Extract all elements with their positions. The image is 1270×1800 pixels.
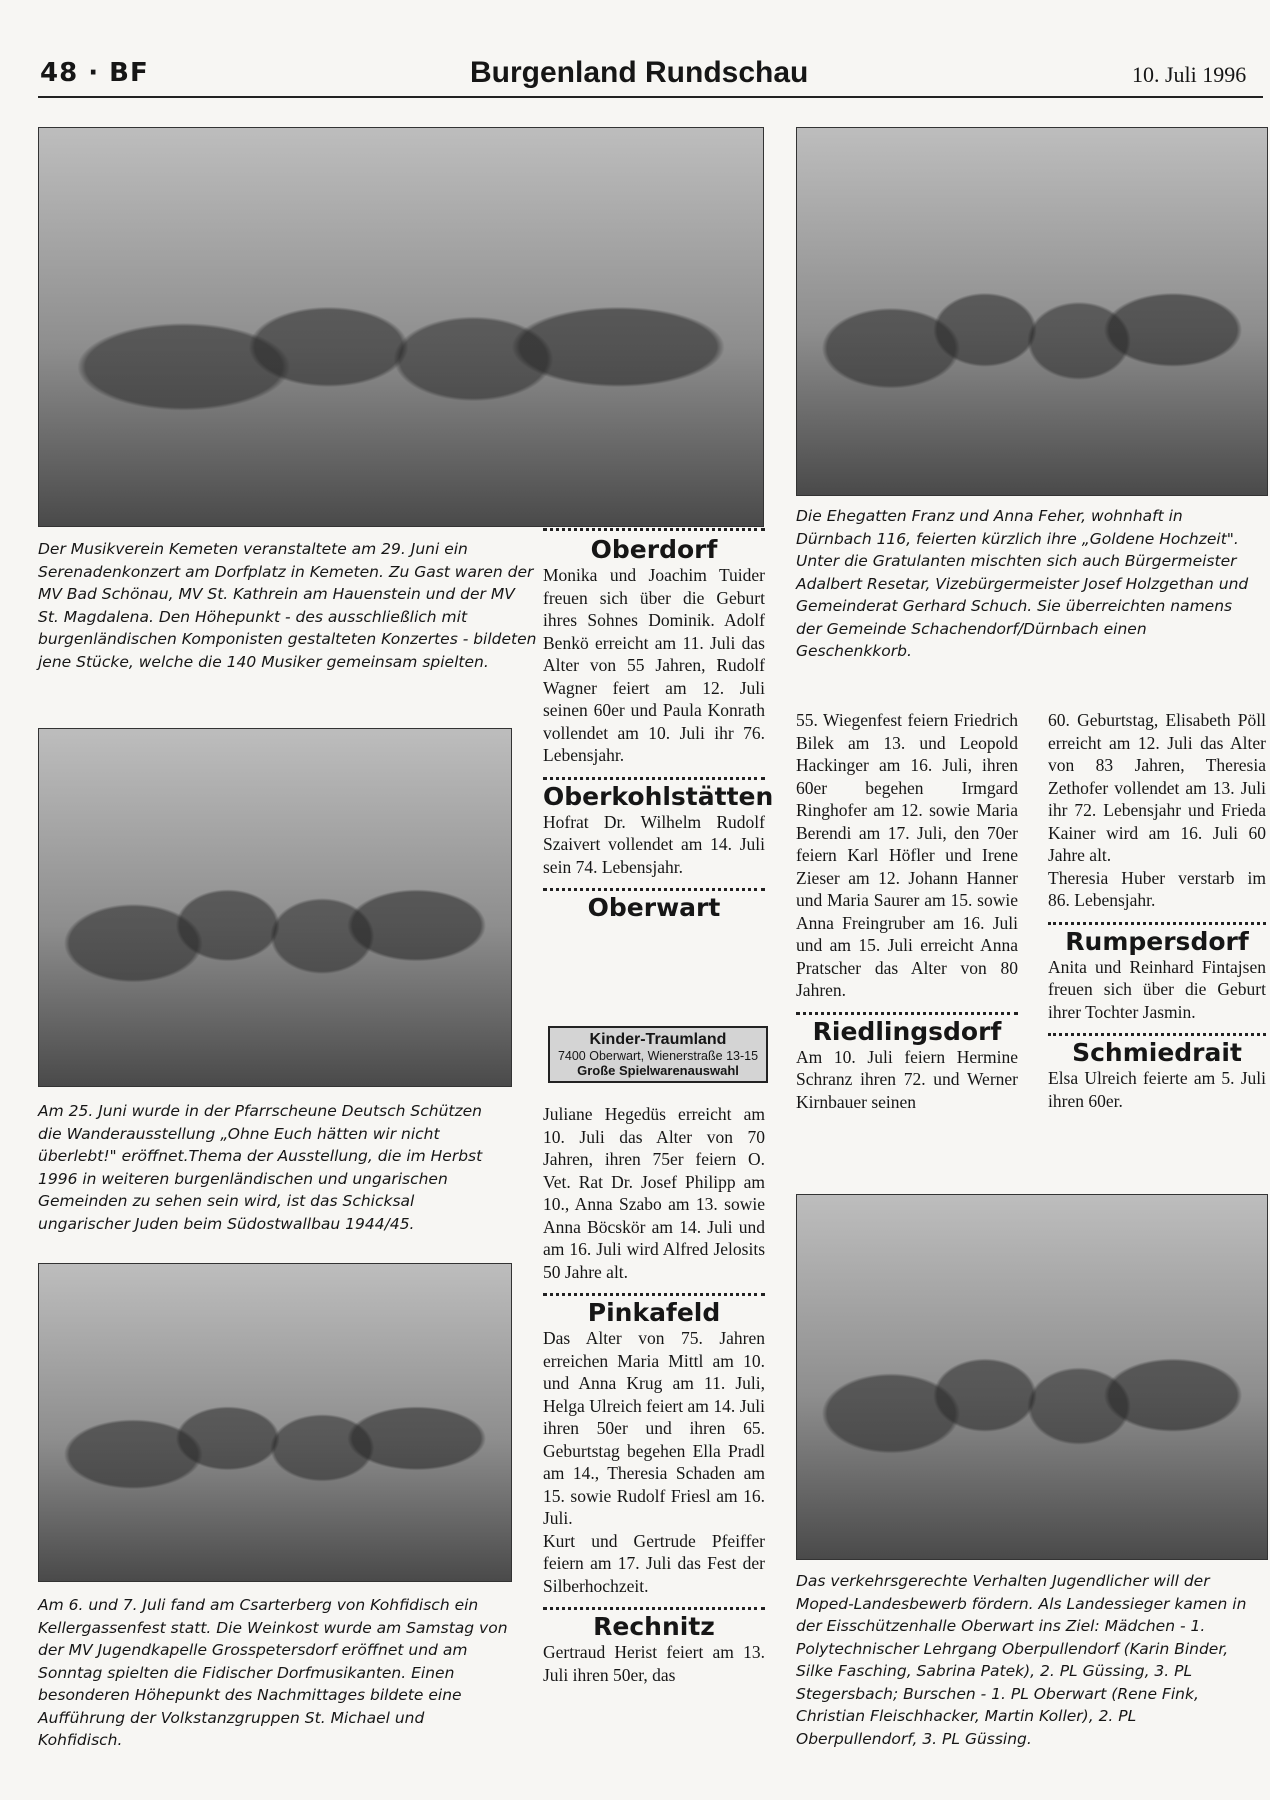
- heading-oberdorf: Oberdorf: [590, 535, 718, 564]
- photo-moped-landesbewerb: [796, 1194, 1268, 1560]
- caption-kohfidisch: Am 6. und 7. Juli fand am Csarterberg von Kohfidisch ein Kellergassenfest statt. Die Weinkost wurde am Samstag von der MV Jugendkapelle Grosspetersdorf eröffnet und am Sonntag spielten die Fidischer Dorfmusikanten. Einen besonderen Höhepunkt des Nachmittages bildete eine Aufführung der Volkstanzgruppen St. Michael und Kohfidisch.: [38, 1596, 508, 1749]
- ad-slogan: Große Spielwarenauswahl: [577, 1063, 739, 1078]
- text-schmiedrait: Elsa Ulreich feierte am 5. Juli ihren 60er.: [1048, 1068, 1266, 1111]
- ad-address: 7400 Oberwart, Wienerstraße 13-15: [557, 1049, 759, 1063]
- caption-schuetzen: Am 25. Juni wurde in der Pfarrscheune Deutsch Schützen die Wanderausstellung „Ohne Euch hätten wir nicht überlebt!" eröffnet.Thema der Ausstellung, die im Herbst 1996 in weiteren burgenländischen und ungarischen Gemeinden zu sehen sein wird, ist das Schicksal ungarischer Juden beim Südostwallbau 1944/45.: [38, 1102, 483, 1233]
- caption-feher: Die Ehegatten Franz und Anna Feher, wohnhaft in Dürnbach 116, feierten kürzlich ihre „Goldene Hochzeit". Unter die Gratulanten mischten sich auch Bürgermeister Adalbert Resetar, Vizebürgermeister Josef Holzgethan und Gemeinderat Gerhard Schuch. Sie überreichten namens der Gemeinde Schachendorf/Dürnbach einen Geschenkkorb.: [796, 507, 1249, 660]
- text-col4-top: 60. Geburtstag, Elisabeth Pöll erreicht am 12. Juli das Alter von 83 Jahren, Theresia Zethofer vollendet am 13. Juli ihr 72. Lebensjahr und Frieda Kainer wird am 16. Juli 60 Jahre alt.: [1048, 710, 1266, 865]
- divider: [543, 1607, 765, 1610]
- text-riedlingsdorf-prev: 55. Wiegenfest feiern Friedrich Bilek am 13. und Leopold Hackinger am 16. Juli, ihren 60er begehen Irmgard Ringhofer am 12. sowie Maria Berendi am 17. Juli, den 70er feiern Karl Höfler und Irene Zieser am 12. Johann Hanner und Maria Saurer am 15. sowie Anna Freingruber am 16. Juli und am 15. Juli erreicht Anna Pratscher das Alter von 80 Jahren.: [796, 710, 1018, 1000]
- divider: [543, 1293, 765, 1296]
- ad-title: Kinder-Traumland: [589, 1031, 727, 1048]
- divider: [543, 528, 765, 531]
- photo-kellergassenfest: [38, 1263, 512, 1582]
- text-oberdorf: Monika und Joachim Tuider freuen sich über die Geburt ihres Sohnes Dominik. Adolf Benkö erreicht am 11. Juli das Alter von 55 Jahren, Rudolf Wagner feiert am 12. Juli seinen 60er und Paula Konrath vollendet am 10. Juli ihr 76. Lebensjahr.: [543, 565, 765, 765]
- divider: [543, 888, 765, 891]
- divider: [543, 777, 765, 780]
- divider: [796, 1012, 1018, 1015]
- divider: [1048, 922, 1266, 925]
- heading-rechnitz: Rechnitz: [593, 1612, 715, 1641]
- text-rumpersdorf: Anita und Reinhard Fintajsen freuen sich über die Geburt ihrer Tochter Jasmin.: [1048, 956, 1266, 1022]
- heading-oberwart: Oberwart: [587, 893, 721, 922]
- heading-schmiedrait: Schmiedrait: [1072, 1038, 1242, 1067]
- page-number: 48 · BF: [40, 58, 149, 88]
- caption-moped: Das verkehrsgerechte Verhalten Jugendlicher will der Moped-Landesbewerb fördern. Als Landessieger kamen in der Eisschützenhalle Oberwart ins Ziel: Mädchen - 1. Polytechnischer Lehrgang Oberpullendorf (Karin Binder, Silke Fasching, Sabrina Patek), 2. PL Güssing, 3. PL Stegersbach; Burschen - 1. PL Oberwart (Rene Fink, Christian Fleischhacker, Martin Koller), 2. PL Oberpullendorf, 3. PL Güssing.: [796, 1572, 1247, 1748]
- text-rechnitz: Gertraud Herist feiert am 13. Juli ihren 50er, das: [543, 1642, 765, 1685]
- header-rule: [38, 96, 1263, 98]
- text-col4-obituary: Theresia Huber verstarb im 86. Lebensjahr.: [1048, 867, 1266, 910]
- text-oberwart: Juliane Hegedüs erreicht am 10. Juli das Alter von 70 Jahren, ihren 75er feiern O. Vet. Rat Dr. Josef Philipp am 10., Anna Szabo am 13. sowie Anna Böcskör am 14. Juli und am 16. Juli wird Alfred Jelosits 50 Jahre alt.: [543, 1104, 765, 1282]
- photo-wanderausstellung: [38, 728, 512, 1087]
- text-riedlingsdorf: Am 10. Juli feiern Hermine Schranz ihren 72. und Werner Kirnbauer seinen: [796, 1046, 1018, 1112]
- heading-oberkohlstaetten: Oberkohlstätten: [543, 781, 774, 811]
- heading-riedlingsdorf: Riedlingsdorf: [812, 1016, 1002, 1046]
- newspaper-title: Burgenland Rundschau: [470, 56, 809, 89]
- text-pinkafeld-2: Kurt und Gertrude Pfeiffer feiern am 17. Juli das Fest der Silberhochzeit.: [543, 1530, 765, 1596]
- ad-kinder-traumland: [548, 1026, 768, 1083]
- caption-kemeten: Der Musikverein Kemeten veranstaltete am 29. Juni ein Serenadenkonzert am Dorfplatz in Kemeten. Zu Gast waren der MV Bad Schönau, MV St. Kathrein am Hauenstein und der MV St. Magdalena. Den Höhepunkt - des ausschließlich mit burgenländischen Komponisten gestalteten Konzertes - bildeten jene Stücke, welche die 140 Musiker gemeinsam spielten.: [38, 540, 537, 671]
- photo-musikverein-kemeten: [38, 127, 764, 527]
- heading-pinkafeld: Pinkafeld: [587, 1298, 721, 1327]
- text-pinkafeld: Das Alter von 75. Jahren erreichen Maria Mittl am 10. und Anna Krug am 11. Juli, Helga Ulreich feiert am 14. Juli ihren 50er und ihren 65. Geburtstag begehen Ella Pradl am 14., Theresia Schaden am 15. sowie Rudolf Friesl am 16. Juli.: [543, 1328, 765, 1528]
- photo-goldene-hochzeit: [796, 127, 1268, 496]
- divider: [1048, 1033, 1266, 1036]
- text-oberkohlstaetten: Hofrat Dr. Wilhelm Rudolf Szaivert vollendet am 14. Juli sein 74. Lebensjahr.: [543, 811, 765, 877]
- heading-rumpersdorf: Rumpersdorf: [1065, 926, 1249, 956]
- issue-date: 10. Juli 1996: [1132, 62, 1247, 87]
